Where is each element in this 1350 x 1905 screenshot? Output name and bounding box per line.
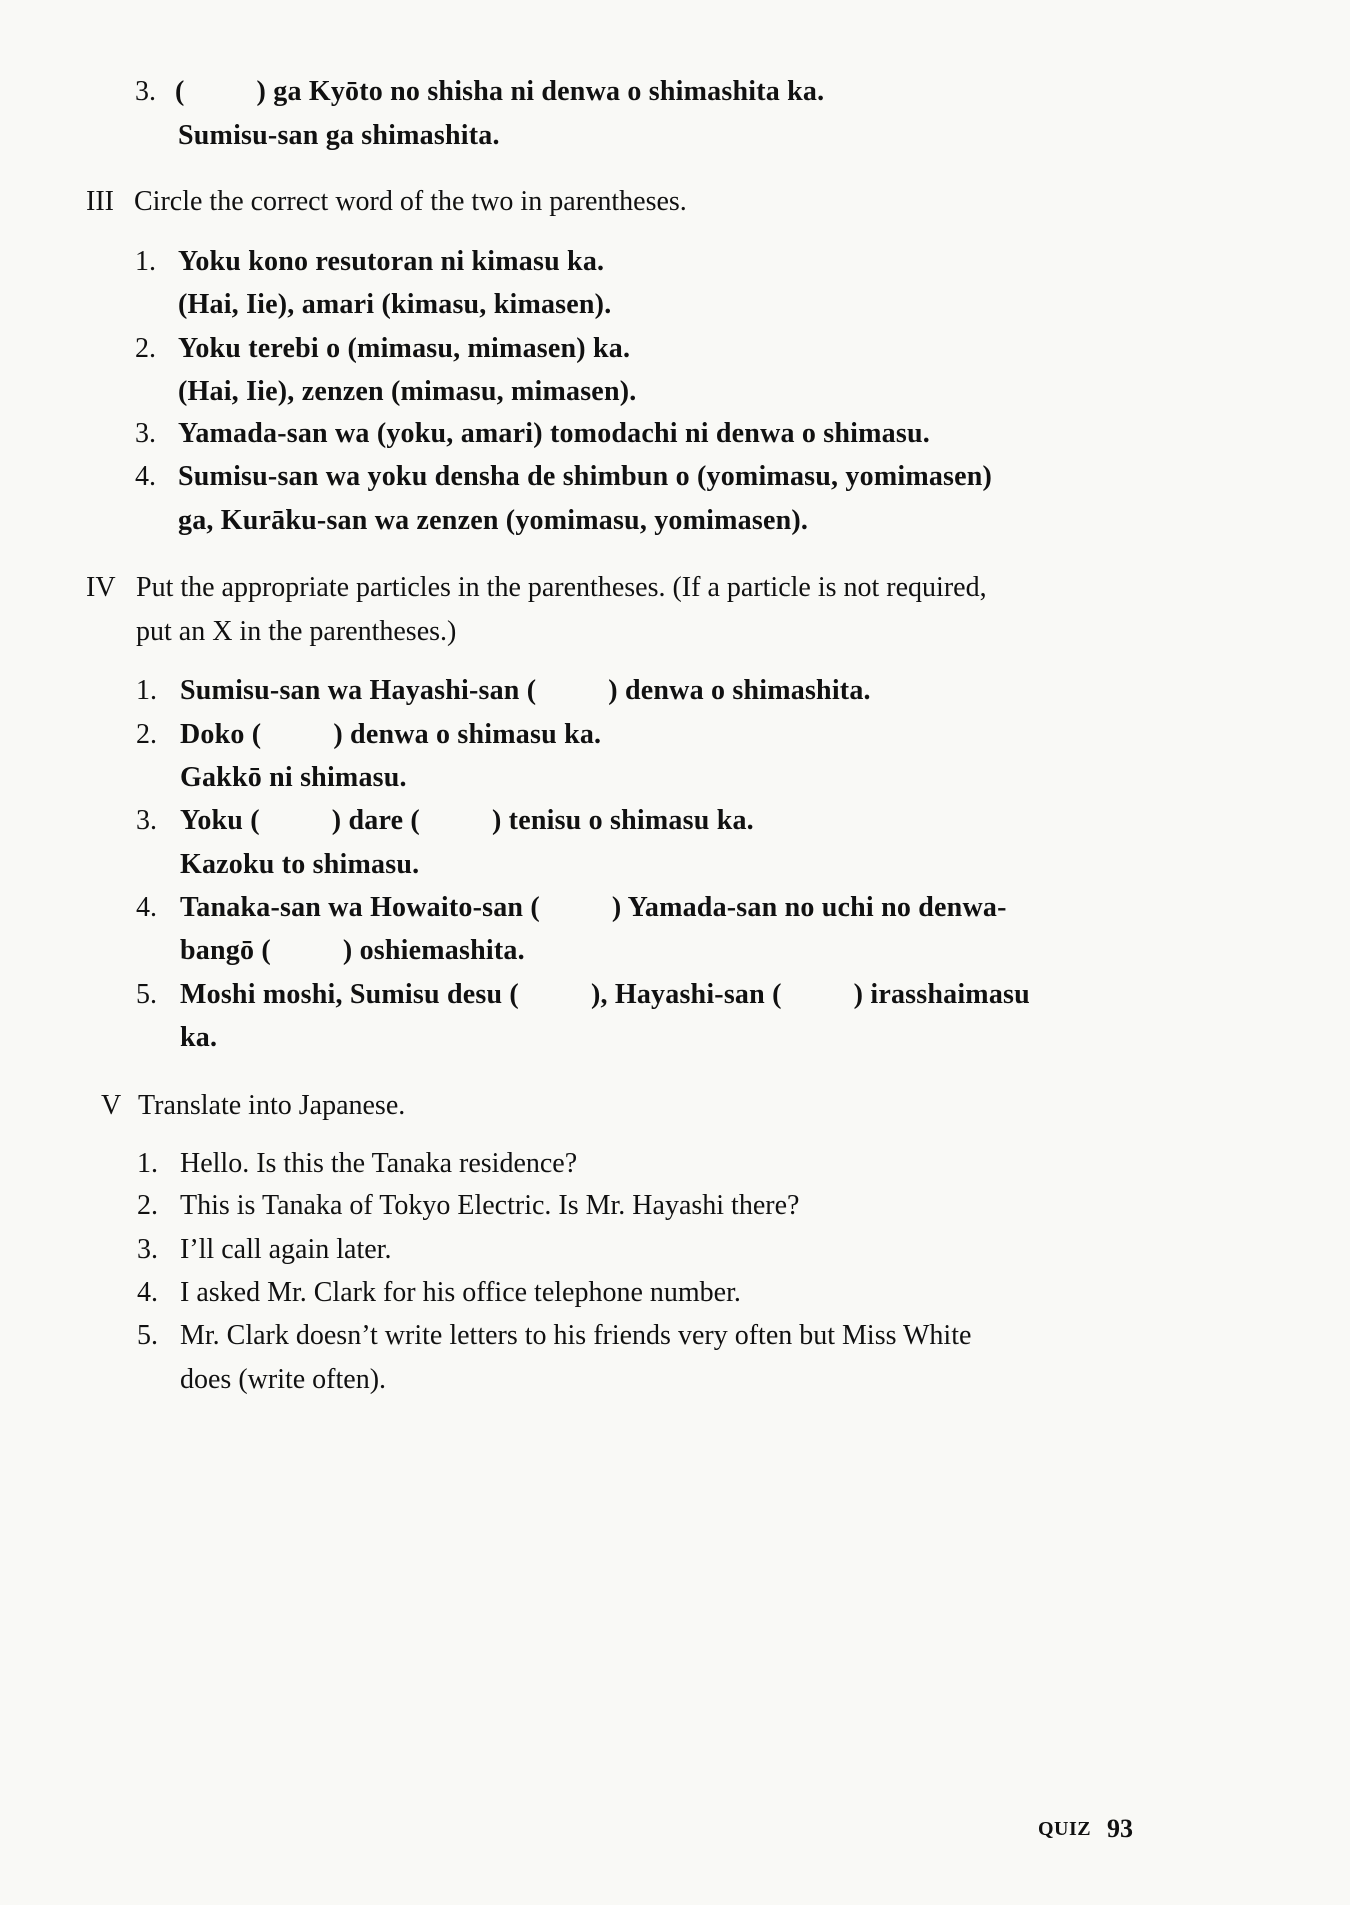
item-line: Sumisu-san wa yoku densha de shimbun o (yomimasu, yomimasen) [178,461,993,492]
item-line: Moshi moshi, Sumisu desu ( ), Hayashi-san ( ) irasshaimasu [180,979,1030,1010]
item-number: 2. [137,1190,158,1221]
item-answer: Sumisu-san ga shimashita. [178,120,500,151]
item-line: (Hai, Iie), amari (kimasu, kimasen). [178,289,612,320]
footer-label: QUIZ [1038,1818,1092,1840]
item-line: Yoku kono resutoran ni kimasu ka. [178,246,605,277]
item-number: 4. [137,1277,158,1308]
item-number: 4. [136,892,157,923]
item-number: 5. [137,1320,158,1351]
item-number: 3. [135,76,156,107]
item-line: (Hai, Iie), zenzen (mimasu, mimasen). [178,376,637,407]
item-line: Hello. Is this the Tanaka residence? [180,1148,578,1179]
item-line: does (write often). [180,1364,387,1395]
section-numeral: III [86,186,114,217]
item-number: 5. [136,979,157,1010]
item-line: I asked Mr. Clark for his office telephone number. [180,1277,741,1308]
section-instruction: put an X in the parentheses.) [136,616,457,647]
item-number: 1. [137,1148,158,1179]
item-number: 4. [135,461,156,492]
item-line: Gakkō ni shimasu. [180,762,407,793]
item-line: Yamada-san wa (yoku, amari) tomodachi ni denwa o shimasu. [178,418,930,449]
item-line: Doko ( ) denwa o shimasu ka. [180,719,602,750]
section-numeral: V [101,1090,122,1121]
item-number: 2. [136,719,157,750]
section-instruction: Put the appropriate particles in the parentheses. (If a particle is not required, [136,572,987,603]
item-number: 1. [135,246,156,277]
section-instruction: Circle the correct word of the two in parentheses. [134,186,687,217]
item-number: 3. [135,418,156,449]
item-line: I’ll call again later. [180,1234,392,1265]
item-question: ( ) ga Kyōto no shisha ni denwa o shimashita ka. [175,76,825,107]
item-number: 3. [136,805,157,836]
item-number: 1. [136,675,157,706]
item-number: 2. [135,333,156,364]
item-line: Mr. Clark doesn’t write letters to his friends very often but Miss White [180,1320,972,1351]
item-line: This is Tanaka of Tokyo Electric. Is Mr. Hayashi there? [180,1190,800,1221]
item-line: ka. [180,1022,218,1053]
item-number: 3. [137,1234,158,1265]
item-line: Yoku terebi o (mimasu, mimasen) ka. [178,333,631,364]
section-numeral: IV [86,572,116,603]
item-line: Kazoku to shimasu. [180,849,420,880]
item-line: bangō ( ) oshiemashita. [180,935,525,966]
page-number: 93 [1107,1814,1133,1843]
item-line: Sumisu-san wa Hayashi-san ( ) denwa o shimashita. [180,675,871,706]
item-line: Yoku ( ) dare ( ) tenisu o shimasu ka. [180,805,754,836]
item-line: Tanaka-san wa Howaito-san ( ) Yamada-san no uchi no denwa- [180,892,1007,923]
section-instruction: Translate into Japanese. [138,1090,406,1121]
item-line: ga, Kurāku-san wa zenzen (yomimasu, yomimasen). [178,505,809,536]
